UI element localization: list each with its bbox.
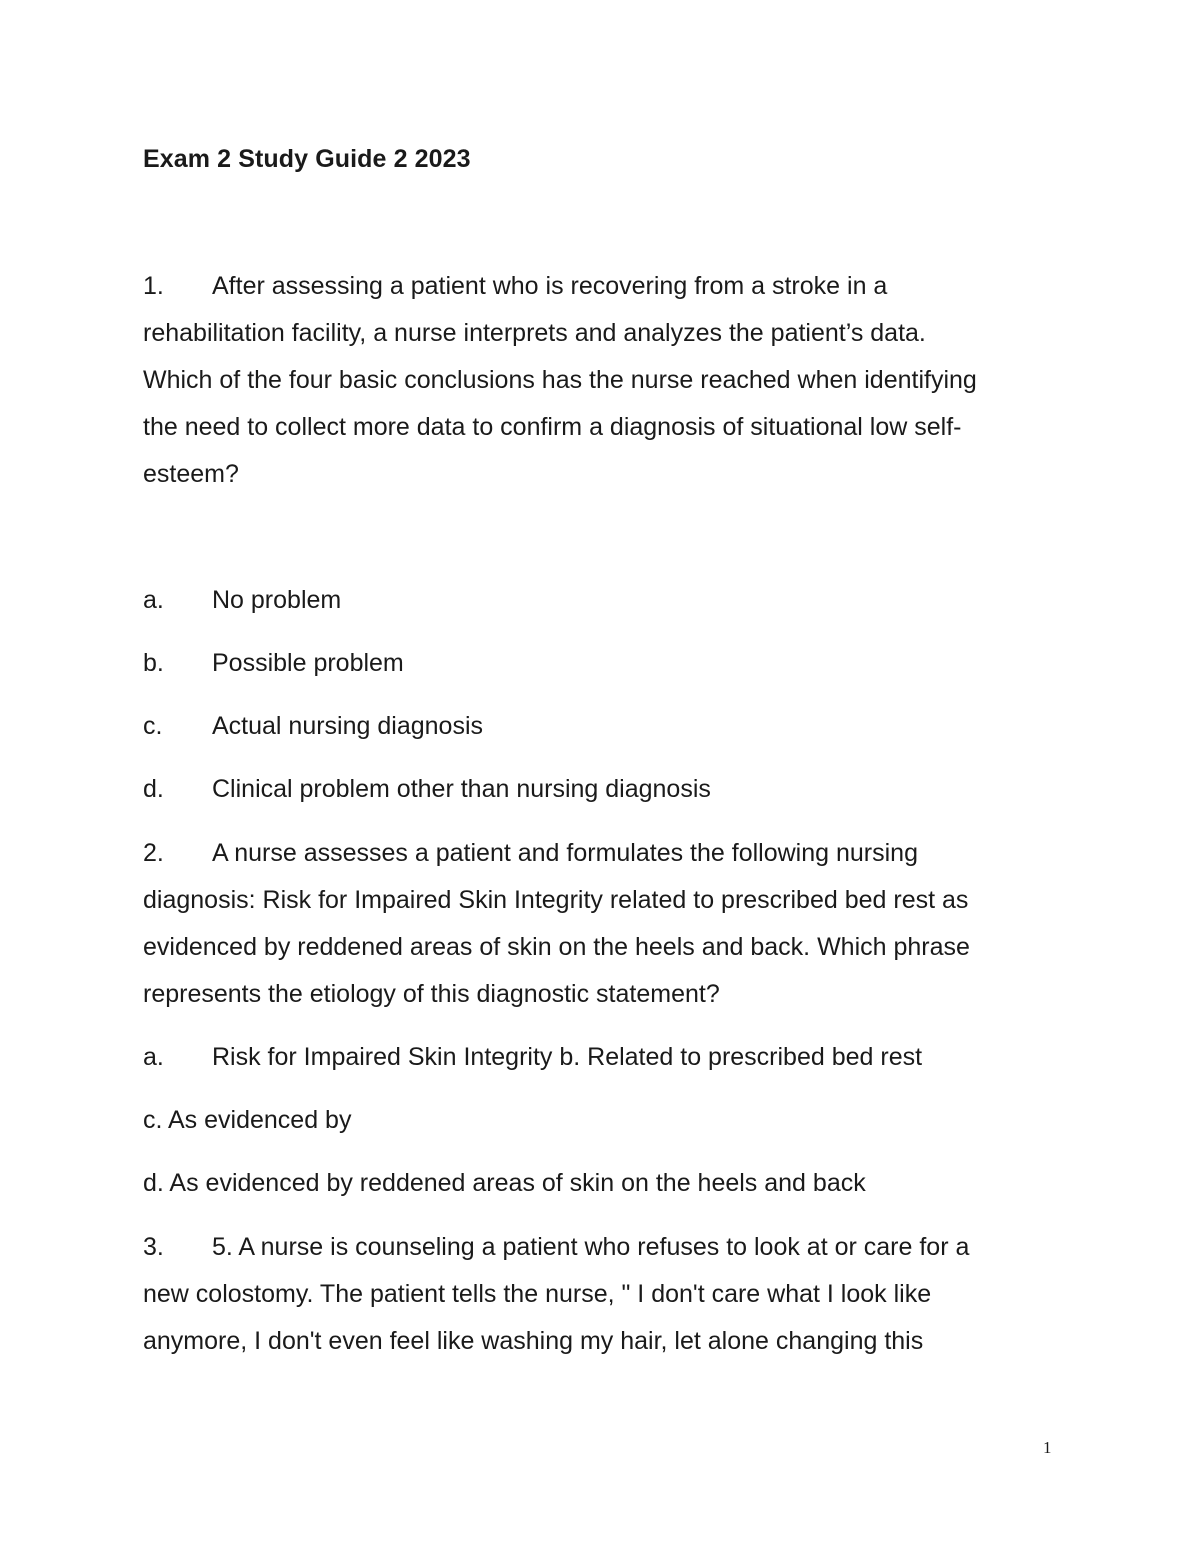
question-text-line: esteem? <box>143 460 239 488</box>
option-text: Possible problem <box>212 649 404 677</box>
question-number: 2. <box>143 839 164 867</box>
question-text-line: represents the etiology of this diagnostic statement? <box>143 980 720 1008</box>
option-text: Risk for Impaired Skin Integrity b. Related to prescribed bed rest <box>212 1043 923 1071</box>
question-number: 1. <box>143 272 164 300</box>
option-letter: d. <box>143 775 164 803</box>
question-text-line: evidenced by reddened areas of skin on the heels and back. Which phrase <box>143 933 970 961</box>
question-text-line: new colostomy. The patient tells the nurse, " I don't care what I look like <box>143 1280 932 1308</box>
answer-option: d. As evidenced by reddened areas of skin on the heels and back <box>143 1169 866 1197</box>
question-text-line: Which of the four basic conclusions has the nurse reached when identifying <box>143 366 977 394</box>
option-letter: c. <box>143 712 163 740</box>
question-text-line: diagnosis: Risk for Impaired Skin Integrity related to prescribed bed rest as <box>143 886 969 914</box>
question-text-line: 5. A nurse is counseling a patient who refuses to look at or care for a <box>212 1233 970 1261</box>
document-title: Exam 2 Study Guide 2 2023 <box>143 145 471 173</box>
question-text-line: rehabilitation facility, a nurse interprets and analyzes the patient’s data. <box>143 319 926 347</box>
option-letter: a. <box>143 1043 164 1071</box>
option-text: Clinical problem other than nursing diagnosis <box>212 775 711 803</box>
question-text-line: anymore, I don't even feel like washing my hair, let alone changing this <box>143 1327 924 1355</box>
option-text: No problem <box>212 586 342 614</box>
question-text-line: A nurse assesses a patient and formulates the following nursing <box>212 839 918 867</box>
option-text: Actual nursing diagnosis <box>212 712 483 740</box>
option-letter: a. <box>143 586 164 614</box>
question-text-line: the need to collect more data to confirm a diagnosis of situational low self- <box>143 413 962 441</box>
page-number: 1 <box>1043 1438 1052 1457</box>
question-number: 3. <box>143 1233 164 1261</box>
answer-option: c. As evidenced by <box>143 1106 352 1134</box>
question-text-line: After assessing a patient who is recovering from a stroke in a <box>212 272 888 300</box>
option-letter: b. <box>143 649 164 677</box>
